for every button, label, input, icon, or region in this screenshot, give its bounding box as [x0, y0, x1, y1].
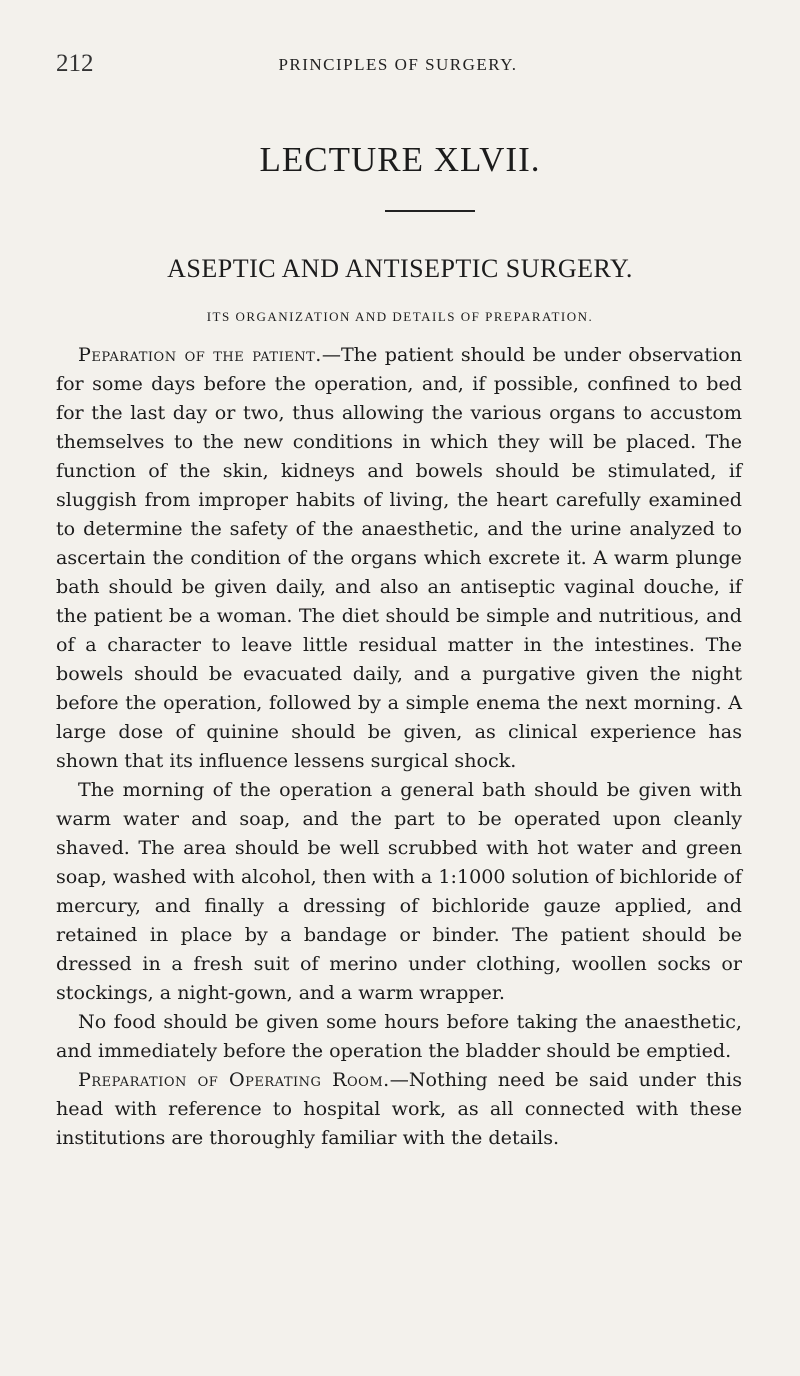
paragraph-heading: Preparation of Operating Room. [78, 1068, 390, 1091]
section-subtitle: ITS ORGANIZATION AND DETAILS OF PREPARATION. [206, 309, 594, 324]
title-rule [385, 210, 475, 212]
paragraph-heading: Peparation of the patient. [78, 343, 322, 366]
paragraph-text: No food should be given some hours before taking the anaesthetic, and immediately before the operation the bladder should be emptied. [56, 1010, 742, 1062]
running-title: PRINCIPLES OF SURGERY. [278, 55, 518, 74]
paragraph-text: The morning of the operation a general bath should be given with warm water and soap, and the part to be operated upon cleanly shaved. The area should be well scrubbed with hot water and green soap, washed with alcohol, then with a 1:1000 solution of bichloride of mercury, and finally a dressing of bichloride gauze applied, and retained in place by a bandage or binder. The patient should be dressed in a fresh suit of merino under clothing, woollen socks or stockings, a night-gown, and a warm wrapper. [56, 778, 742, 1004]
paragraph [56, 1065, 742, 1152]
page-number: 212 [56, 50, 94, 77]
section-title: ASEPTIC AND ANTISEPTIC SURGERY. [167, 254, 633, 283]
page-header [56, 50, 740, 80]
paragraph [56, 775, 742, 1007]
paragraph [56, 1007, 742, 1065]
body-text [56, 340, 742, 1152]
lecture-title: LECTURE XLVII. [259, 140, 541, 179]
paragraph-text: —The patient should be under observation for some days before the operation, and, if possible, confined to bed for the last day or two, thus allowing the various organs to accustom themselves to the new conditions in which they will be placed. The function of the skin, kidneys and bowels should be stimulated, if sluggish from improper habits of living, the heart carefully examined to determine the safety of the anaesthetic, and the urine analyzed to ascertain the condition of the organs which excrete it. A warm plunge bath should be given daily, and also an antiseptic vaginal douche, if the patient be a woman. The diet should be simple and nutritious, and of a character to leave little residual matter in the intestines. The bowels should be evacuated daily, and a purgative given the night before the operation, followed by a simple enema the next morning. A large dose of quinine should be given, as clinical experience has shown that its influence lessens surgical shock. [56, 343, 742, 772]
paragraph [56, 340, 742, 775]
paragraph-text: —Nothing need be said under this head with reference to hospital work, as all connected with these institutions are thoroughly familiar with the details. [56, 1068, 742, 1149]
